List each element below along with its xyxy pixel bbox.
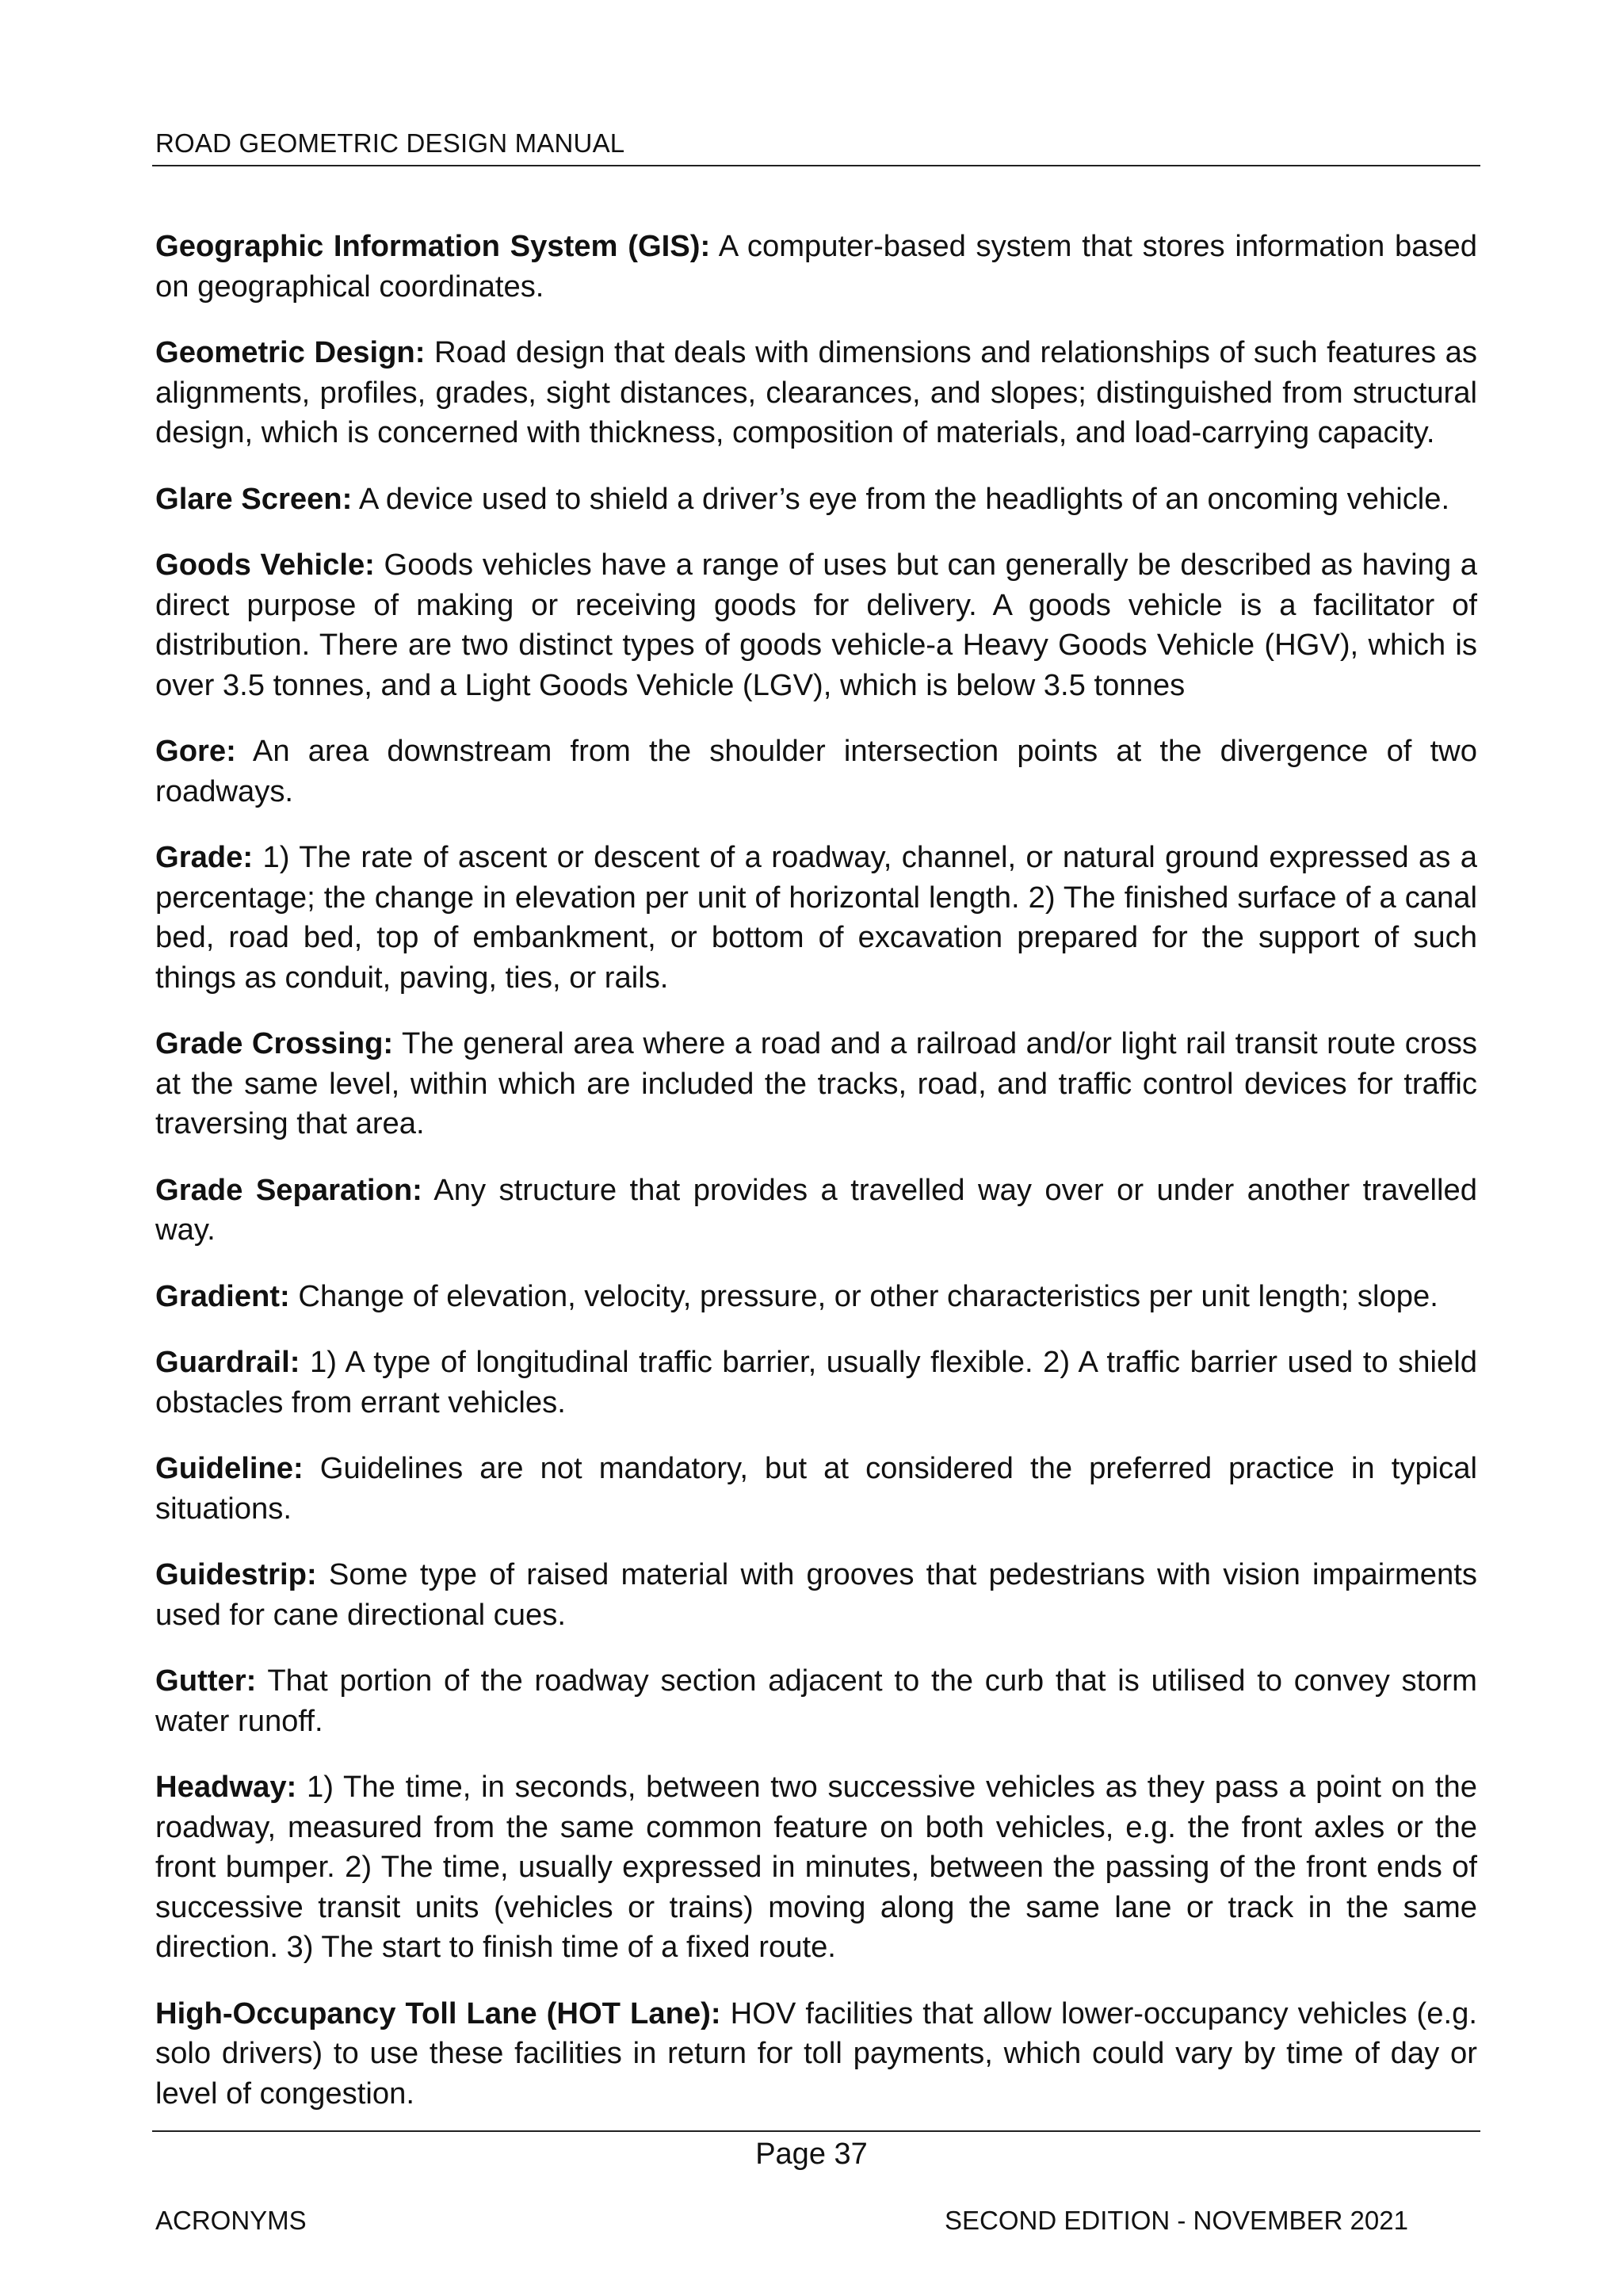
glossary-entry-gis [155,227,1477,307]
footer-edition-label: SECOND EDITION - NOVEMBER 2021 [945,2206,1408,2235]
glossary-term: Guideline: [155,1451,304,1485]
glossary-entry-goods-vehicle [155,545,1477,705]
glossary-definition: Any structure that provides a travelled way over or under another travelled way. [155,1172,1477,1247]
header-divider [152,165,1480,166]
glossary-definition: An area downstream from the shoulder intersection points at the divergence of two roadways. [155,734,1477,808]
glossary-term: High-Occupancy Toll Lane (HOT Lane): [155,1996,721,2030]
glossary-body [155,227,1477,2140]
glossary-term: Headway: [155,1770,297,1804]
glossary-term: Guidestrip: [155,1557,317,1591]
page-number: Page 37 [755,2137,868,2171]
glossary-definition: Goods vehicles have a range of uses but can generally be described as having a direct purpose of making or receiving goods for delivery. A goods vehicle is a facilitator of distribution. There are two distinct types of goods vehicle-a Heavy Goods Vehicle (HGV), which is over 3.5 tonnes, and a Light Goods Vehicle (LGV), which is below 3.5 tonnes [155,548,1477,702]
glossary-term: Glare Screen: [155,481,353,516]
glossary-term: Gradient: [155,1278,290,1313]
glossary-definition: 1) The rate of ascent or descent of a roadway, channel, or natural ground expressed as a percentage; the change in elevation per unit of horizontal length. 2) The finished surface of a canal bed, road bed, top of embankment, or bottom of excavation prepared for the support of such things as conduit, paving, ties, or rails. [155,840,1477,995]
glossary-entry-grade-separation [155,1171,1477,1251]
glossary-term: Guardrail: [155,1345,300,1379]
glossary-definition: 1) The time, in seconds, between two successive vehicles as they pass a point on the roadway, measured from the same common feature on both vehicles, e.g. the front axles or the front bumper. 2) The time, usually expressed in minutes, between the passing of the front ends of successive transit units (vehicles or trains) moving along the same lane or track in the same direction. 3) The start to finish time of a fixed route. [155,1770,1477,1964]
footer-divider [152,2130,1480,2132]
glossary-term: Geographic Information System (GIS): [155,229,711,263]
glossary-entry-glare-screen [155,479,1477,520]
glossary-entry-guidestrip [155,1555,1477,1635]
glossary-definition: 1) A type of longitudinal traffic barrier, usually flexible. 2) A traffic barrier used to shield obstacles from errant vehicles. [155,1345,1477,1419]
glossary-term: Geometric Design: [155,335,426,369]
glossary-term: Goods Vehicle: [155,548,375,582]
running-header: ROAD GEOMETRIC DESIGN MANUAL [155,128,625,158]
footer-section-label: ACRONYMS [155,2206,307,2235]
glossary-definition: The general area where a road and a railroad and/or light rail transit route cross at the same level, within which are included the tracks, road, and traffic control devices for traffic traversing that area. [155,1026,1478,1140]
glossary-entry-guardrail [155,1343,1477,1423]
glossary-term: Grade Separation: [155,1172,422,1207]
glossary-term: Gutter: [155,1664,257,1698]
glossary-definition: Guidelines are not mandatory, but at considered the preferred practice in typical situations. [155,1451,1477,1526]
glossary-term: Gore: [155,734,236,768]
glossary-entry-geometric-design [155,333,1477,453]
glossary-definition: Change of elevation, velocity, pressure, or other characteristics per unit length; slope. [298,1278,1438,1313]
glossary-entry-headway [155,1767,1477,1968]
glossary-entry-hot-lane [155,1994,1477,2115]
glossary-entry-gore [155,732,1477,812]
glossary-entry-gradient [155,1277,1477,1317]
glossary-definition: A computer-based system that stores information based on geographical coordinates. [155,229,1478,304]
glossary-definition: A device used to shield a driver’s eye from the headlights of an oncoming vehicle. [358,481,1450,516]
glossary-definition: That portion of the roadway section adjacent to the curb that is utilised to convey storm water runoff. [155,1664,1477,1738]
glossary-term: Grade: [155,840,254,874]
glossary-entry-grade-crossing [155,1024,1477,1144]
glossary-definition: Road design that deals with dimensions and relationships of such features as alignments, profiles, grades, sight distances, clearances, and slopes; distinguished from structural design, which is concerned with thickness, composition of materials, and load-carrying capacity. [155,335,1477,449]
glossary-entry-guideline [155,1449,1477,1529]
glossary-entry-gutter [155,1661,1477,1741]
glossary-term: Grade Crossing: [155,1026,394,1060]
glossary-definition: HOV facilities that allow lower-occupancy vehicles (e.g. solo drivers) to use these facilities in return for toll payments, which could vary by time of day or level of congestion. [155,1996,1477,2111]
glossary-entry-grade [155,838,1477,998]
glossary-definition: Some type of raised material with grooves that pedestrians with vision impairments used for cane directional cues. [155,1557,1477,1632]
